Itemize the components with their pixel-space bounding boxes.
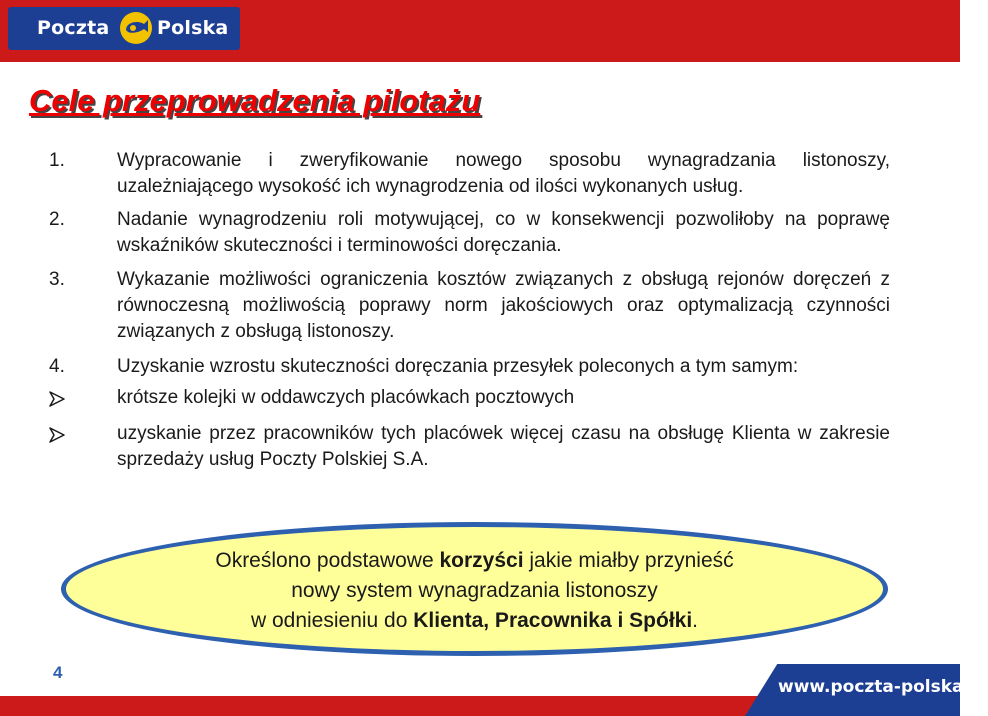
list-item: Wypracowanie i zweryfikowanie nowego sposobu wynagradzania listonoszy, uzależniającego wysokość ich wynagrodzenia od ilości wykonanych usług. [117,150,890,197]
item-number: 4. [49,356,65,377]
callout-text [61,546,888,636]
bullet-item: krótsze kolejki w oddawczych placówkach pocztowych [117,387,575,408]
logo-word-left: Poczta [37,17,110,39]
logo-word-right: Polska [157,17,229,39]
callout-line-1: Określono podstawowe korzyści jakie miałby przynieść [215,549,734,572]
callout-line-3: w odniesieniu do Klienta, Pracownika i Spółki. [250,609,699,632]
list-item: Uzyskanie wzrostu skuteczności doręczania przesyłek poleconych a tym samym: [117,356,799,377]
arrow-bullet-icon [47,425,67,445]
page-number: 4 [53,663,63,682]
item-number: 3. [49,269,65,290]
slide-title: Cele przeprowadzenia pilotażu [29,83,481,118]
callout-line-2: nowy system wynagradzania listonoszy [291,579,658,602]
header-bar [0,0,960,62]
item-number: 2. [49,209,65,230]
footer-url-link[interactable]: www.poczta-polska.pl [778,677,988,697]
bullet-item: uzyskanie przez pracowników tych placówek więcej czasu na obsługę Klienta w zakresie sprzedaży usług Poczty Polskiej S.A. [117,423,890,470]
arrow-bullet-icon [47,389,67,409]
list-item: Nadanie wynagrodzeniu roli motywującej, co w konsekwencji pozwoliłoby na poprawę wskaźników skuteczności i terminowości doręczania. [117,209,890,256]
poczta-polska-logo[interactable] [8,7,240,50]
post-horn-emblem-icon [118,10,154,46]
item-number: 1. [49,150,65,171]
list-item: Wykazanie możliwości ograniczenia kosztów związanych z obsługą rejonów doręczeń z równoczesną możliwością poprawy norm jakościowych oraz optymalizacją czynności związanych z obsługą listonoszy. [117,269,890,342]
